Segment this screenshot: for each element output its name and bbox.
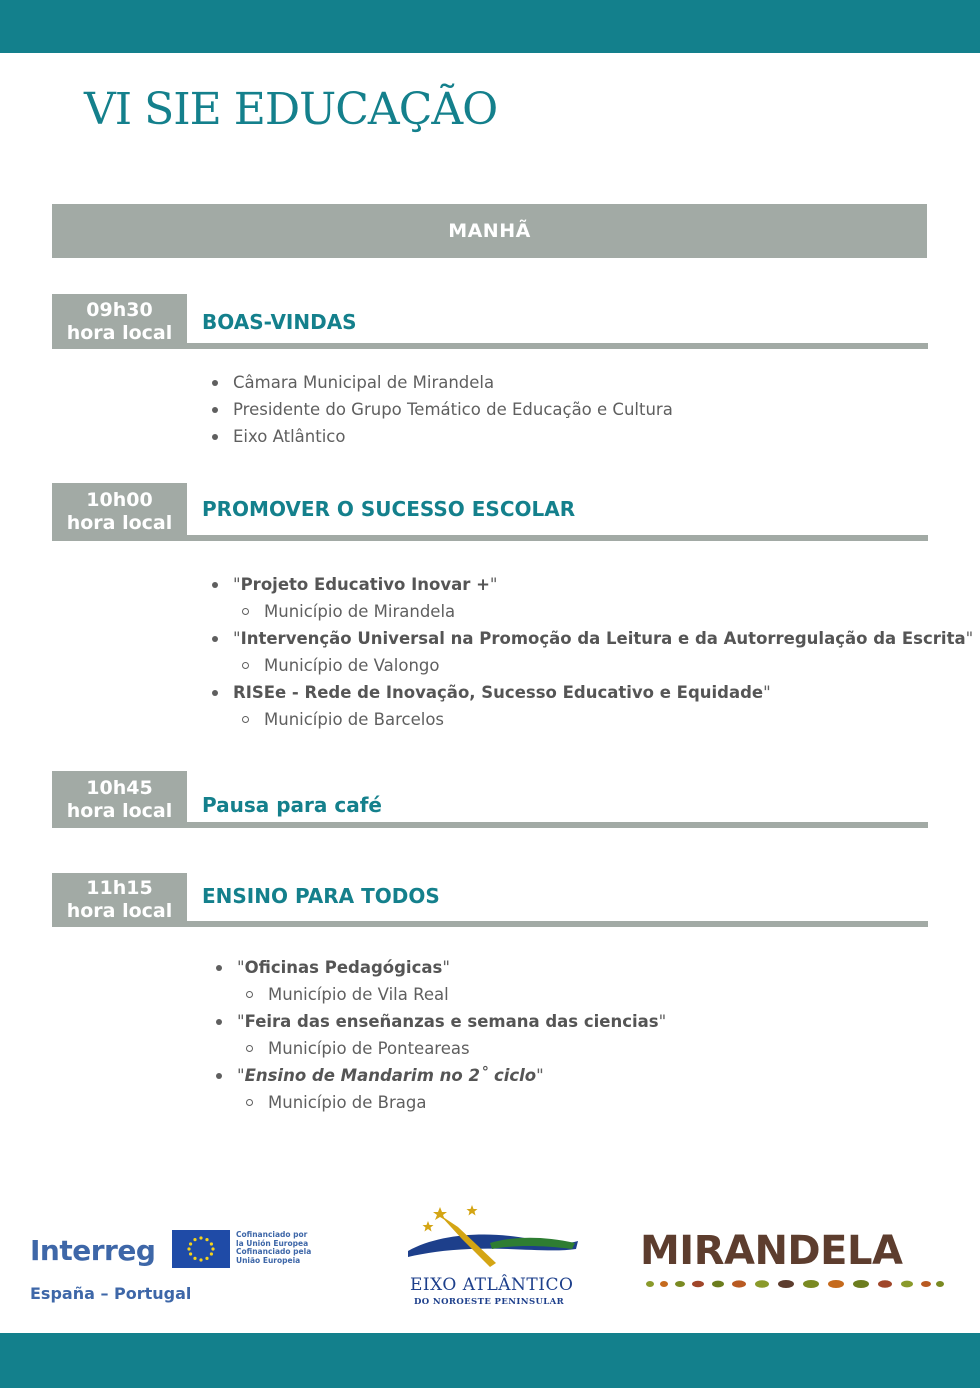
session-block xyxy=(52,771,928,828)
item-name: Intervenção Universal na Promoção da Leitura e da Autorregulação da Escrita xyxy=(240,629,966,648)
list-subitem: Município de Braga xyxy=(215,1089,666,1116)
session-block xyxy=(52,873,928,927)
item-name: RISEe - Rede de Inovação, Sucesso Educativo e Equidade xyxy=(233,683,764,702)
quote-close: " xyxy=(489,575,498,594)
list-item xyxy=(211,679,973,706)
session-time: 10h00 xyxy=(86,489,153,511)
top-bar xyxy=(0,0,980,53)
list-item: Presidente do Grupo Temático de Educação e Cultura xyxy=(211,396,673,423)
list-subitem: Município de Mirandela xyxy=(211,598,973,625)
session-time: 10h45 xyxy=(86,776,153,799)
quote-open: " xyxy=(237,1066,245,1085)
quote-open: " xyxy=(237,958,245,977)
session-underline xyxy=(187,921,928,927)
eu-text-line: Cofinanciado por xyxy=(236,1230,308,1239)
list-subitem: Município de Vila Real xyxy=(215,981,666,1008)
eu-cofinancing-text xyxy=(236,1231,311,1265)
list-item: Câmara Municipal de Mirandela xyxy=(211,369,673,396)
session-time: 09h30 xyxy=(86,298,153,321)
eu-text-line: la Unión Europea xyxy=(236,1238,309,1248)
interreg-wordmark: Interreg xyxy=(30,1234,156,1267)
quote-open: " xyxy=(233,629,241,648)
eixo-atlantico-logo xyxy=(400,1203,580,1313)
session-block xyxy=(52,294,928,349)
quote-close: " xyxy=(536,1066,544,1085)
item-name: Ensino de Mandarim no 2˚ ciclo xyxy=(244,1066,537,1085)
list-subitem: Município de Valongo xyxy=(211,652,973,679)
session-time-note: hora local xyxy=(66,321,173,344)
eu-text-line: Cofinanciado pela xyxy=(236,1247,312,1256)
session-title: PROMOVER O SUCESSO ESCOLAR xyxy=(202,497,576,521)
mirandela-wordmark: MIRANDELA xyxy=(640,1228,903,1274)
bottom-bar xyxy=(0,1333,980,1388)
eu-flag-icon xyxy=(172,1230,230,1268)
mirandela-logo xyxy=(640,1228,945,1298)
mirandela-dots-icon xyxy=(640,1276,945,1296)
session-time-note: hora local xyxy=(66,799,173,822)
list-item xyxy=(215,954,666,981)
session-underline xyxy=(187,535,928,541)
interreg-logo xyxy=(30,1228,320,1308)
session-time-box xyxy=(52,771,187,828)
item-name: Oficinas Pedagógicas xyxy=(244,958,443,977)
item-name: Feira das enseñanzas e semana das ciencias xyxy=(244,1012,659,1031)
quote-close: " xyxy=(965,629,974,648)
session-list xyxy=(215,954,666,1116)
session-time-box xyxy=(52,483,187,541)
list-item: Eixo Atlântico xyxy=(211,423,673,450)
quote-open: " xyxy=(233,575,241,594)
session-time-note: hora local xyxy=(66,900,173,922)
session-title: Pausa para café xyxy=(202,793,382,817)
quote-close: " xyxy=(763,683,771,702)
session-list xyxy=(211,571,973,733)
session-time-box xyxy=(52,294,187,349)
item-name: Projeto Educativo Inovar + xyxy=(240,575,490,594)
session-underline xyxy=(187,822,928,828)
list-item xyxy=(215,1008,666,1035)
session-time-note: hora local xyxy=(66,512,173,534)
quote-close: " xyxy=(442,958,450,977)
list-subitem: Município de Barcelos xyxy=(211,706,973,733)
session-list xyxy=(211,369,673,450)
list-item xyxy=(211,571,973,598)
session-time-box xyxy=(52,873,187,927)
session-block xyxy=(52,483,928,541)
eu-text-line: União Europeia xyxy=(236,1255,301,1265)
section-banner: MANHÃ xyxy=(52,204,927,258)
eixo-subtitle: DO NOROESTE PENINSULAR xyxy=(414,1297,565,1307)
list-item xyxy=(215,1062,666,1089)
session-title: BOAS-VINDAS xyxy=(202,310,357,334)
interreg-subtitle: España – Portugal xyxy=(30,1284,192,1303)
eixo-name: EIXO ATLÂNTICO xyxy=(410,1275,574,1295)
session-underline xyxy=(187,343,928,349)
session-time: 11h15 xyxy=(86,877,153,899)
session-title: ENSINO PARA TODOS xyxy=(202,884,440,908)
list-item xyxy=(211,625,973,652)
list-subitem: Município de Ponteareas xyxy=(215,1035,666,1062)
quote-open: " xyxy=(237,1012,245,1031)
eixo-emblem-icon xyxy=(400,1203,580,1275)
quote-close: " xyxy=(658,1012,667,1031)
page-title: VI SIE EDUCAÇÃO xyxy=(84,84,498,135)
